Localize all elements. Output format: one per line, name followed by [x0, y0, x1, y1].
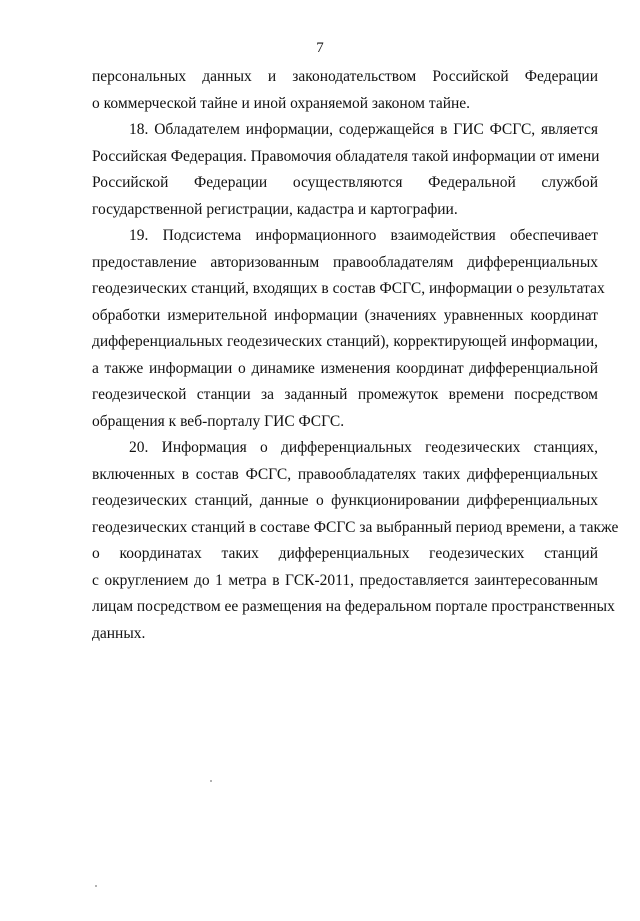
- page-number: 7: [316, 40, 324, 56]
- text-line: лицам посредством ее размещения на федеральном портале пространственных: [92, 598, 615, 615]
- text-line: геодезической станции за заданный промежуток времени посредством: [92, 386, 598, 403]
- document-body: [92, 64, 619, 647]
- text-line: обработки измерительной информации (значениях уравненных координат: [92, 306, 598, 324]
- scan-speck: [210, 780, 212, 782]
- paragraph-19: [92, 223, 605, 435]
- text-line: предоставление авторизованным правообладателям дифференциальных: [92, 253, 598, 271]
- text-line: геодезических станций, входящих в состав ФСГС, информации о результатах: [92, 280, 605, 297]
- paragraph-20: [92, 435, 619, 647]
- text-line: обращения к веб-порталу ГИС ФСГС.: [92, 412, 345, 430]
- scan-speck: [95, 885, 97, 887]
- text-line: о координатах таких дифференциальных геодезических станций: [92, 545, 598, 562]
- text-line: с округлением до 1 метра в ГСК-2011, предоставляется заинтересованным: [92, 571, 598, 589]
- text-line: включенных в состав ФСГС, правообладателях таких дифференциальных: [92, 465, 598, 483]
- text-line: а также информации о динамике изменения координат дифференциальной: [92, 359, 598, 377]
- text-line: данных.: [92, 624, 146, 642]
- text-line: персональных данных и законодательством Российской Федерации: [92, 68, 598, 85]
- paragraph-continuation: [92, 64, 598, 117]
- text-line: Российская Федерация. Правомочия обладателя такой информации от имени: [92, 147, 600, 165]
- text-line: геодезических станций, данные о функционировании дифференциальных: [92, 492, 598, 509]
- text-line: 18. Обладателем информации, содержащейся в ГИС ФСГС, является: [129, 121, 598, 138]
- text-line: дифференциальных геодезических станций), корректирующей информации,: [92, 333, 598, 350]
- text-line: о коммерческой тайне и иной охраняемой законом тайне.: [92, 94, 471, 112]
- paragraph-18: [92, 117, 598, 223]
- text-line: геодезических станций в составе ФСГС за выбранный период времени, а также: [92, 518, 619, 536]
- text-line: 19. Подсистема информационного взаимодействия обеспечивает: [129, 227, 598, 244]
- text-line: государственной регистрации, кадастра и картографии.: [92, 200, 458, 218]
- text-line: 20. Информация о дифференциальных геодезических станциях,: [129, 439, 598, 456]
- text-line: Российской Федерации осуществляются Федеральной службой: [92, 174, 598, 191]
